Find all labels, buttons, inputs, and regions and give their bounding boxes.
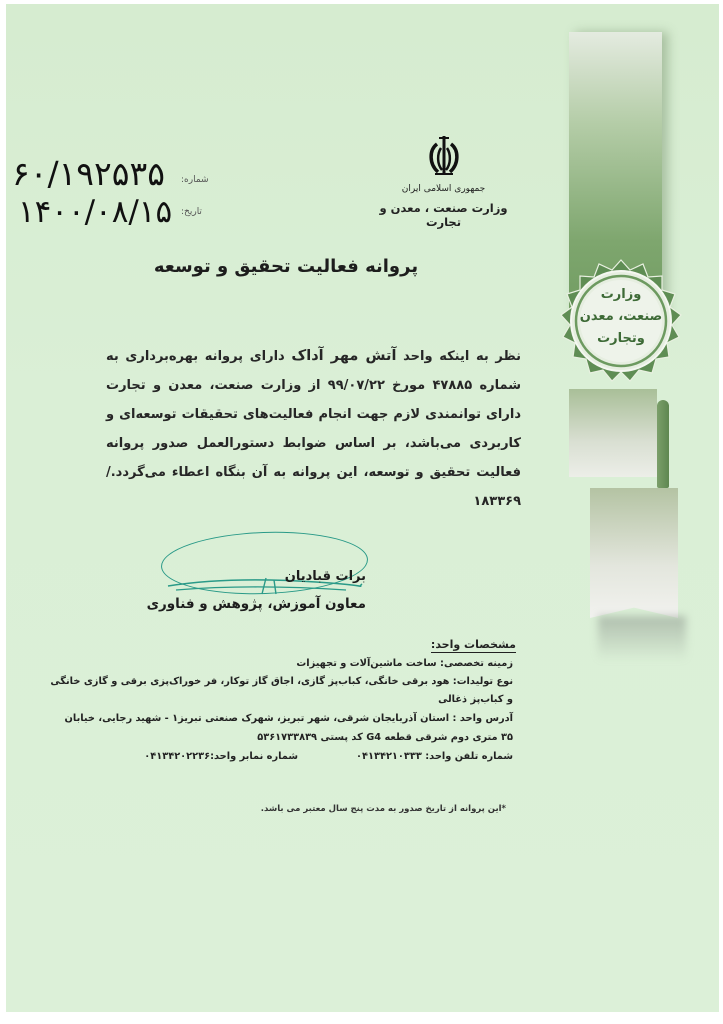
iran-emblem-icon — [425, 134, 463, 178]
document-date: ۱۴۰۰/۰۸/۱۵ — [18, 194, 173, 230]
spec-products-line-1: نوع تولیدات: هود برقی خانگی، کباب‌پز گازی، اجاق گاز توکار، فر خوراک‌پزی برقی و گازی خانگی — [50, 676, 513, 687]
signer-role: معاون آموزش، پژوهش و فناوری — [146, 596, 366, 612]
body-prefix: نظر به اینکه واحد — [403, 349, 522, 364]
body-rest: دارای پروانه بهره‌برداری به شماره ۴۷۸۸۵ مورخ ۹۹/۰۷/۲۲ از وزارت صنعت، معدن و تجارت دارای توانمندی لازم جهت انجام فعالیت‌های تحقیقات توسعه‌ای و کاربردی می‌باشد، بر اساس ضوابط دستورالعمل صدور پروانه فعالیت تحقیق و توسعه، این پروانه به آن بنگاه اعطاء می‌گردد./۱۸۳۳۶۹ — [106, 349, 521, 509]
number-label: شماره: — [181, 175, 209, 185]
document-number: ۶۰/۱۹۲۵۳۵ — [12, 154, 165, 193]
ribbon-fold — [657, 400, 669, 488]
ministry-seal — [546, 244, 696, 394]
ribbon-tail — [590, 488, 678, 618]
certificate-page — [6, 4, 719, 1012]
seal-line-3: وتجارت — [597, 331, 645, 346]
license-body — [106, 342, 521, 516]
ministry-name: وزارت صنعت ، معدن و تجارت — [379, 201, 508, 229]
signer-name: برات قبادیان — [284, 569, 366, 584]
ribbon-shadow — [598, 616, 686, 661]
spec-fax: شماره نمابر واحد:۰۴۱۳۴۲۰۲۲۳۶ — [144, 751, 298, 762]
validity-footnote: *این پروانه از تاریخ صدور به مدت پنج سال معتبر می باشد. — [260, 804, 506, 814]
seal-line-1: وزارت — [600, 287, 642, 302]
seal-line-2: صنعت، معدن — [579, 309, 663, 324]
specs-heading — [336, 638, 516, 651]
document-title: پروانه فعالیت تحقیق و توسعه — [153, 256, 419, 277]
specs-heading-text: مشخصات واحد: — [430, 638, 516, 651]
ribbon-decoration-middle — [569, 389, 657, 477]
date-label: تاریخ: — [181, 207, 202, 217]
spec-products-line-2: و کباب‌پز ذغالی — [438, 694, 513, 705]
emblem-caption: جمهوری اسلامی ایران — [401, 184, 486, 194]
spec-specialty: زمینه تخصصی: ساخت ماشین‌آلات و تجهیزات — [296, 658, 513, 669]
spec-address-line-2: ۳۵ متری دوم شرقی قطعه G4 کد پستی ۵۳۶۱۷۳۳۸۳۹ — [257, 732, 513, 743]
company-name: آتش مهر آداک — [291, 348, 397, 364]
spec-address-line-1: آدرس واحد : استان آذربایجان شرقی، شهر تبریز، شهرک صنعتی تبریز۱ - شهید رجایی، خیابان — [64, 713, 513, 724]
spec-phone: شماره تلفن واحد: ۰۴۱۳۴۲۱۰۳۳۳ — [356, 751, 513, 762]
